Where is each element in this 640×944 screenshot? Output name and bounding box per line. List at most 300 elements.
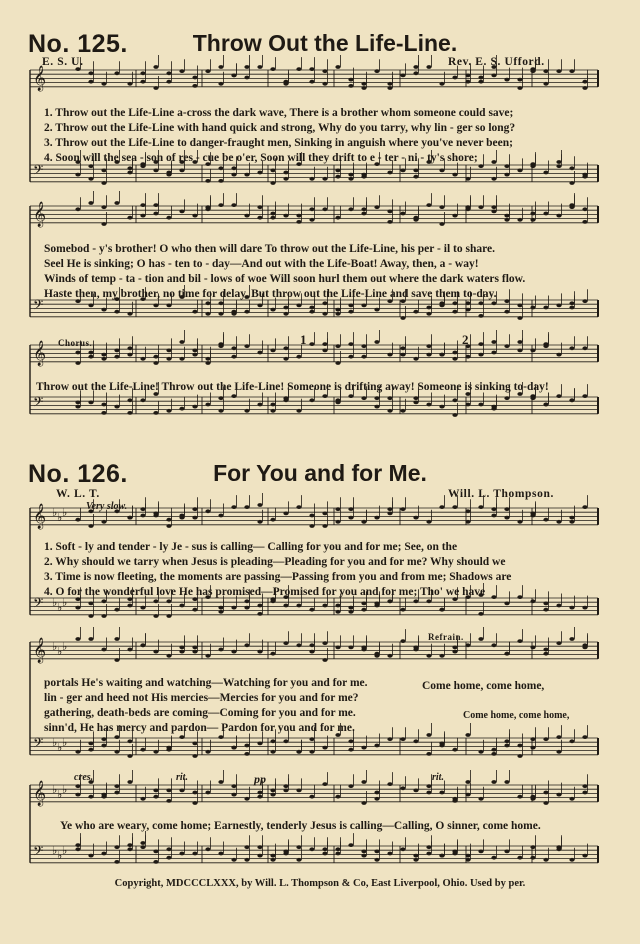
- note-head: [582, 606, 587, 610]
- note-head: [374, 205, 379, 209]
- note-head: [166, 357, 171, 361]
- note-head: [75, 847, 80, 851]
- note-head: [322, 641, 327, 645]
- note-head: [309, 847, 314, 851]
- verse-line: Winds of temp - ta - tion and bil - lows of woe Will soon hurl them out where the dark waters flow.: [44, 273, 526, 285]
- note-head: [543, 652, 548, 656]
- note-head: [244, 76, 249, 80]
- note-head: [413, 357, 418, 361]
- note-head: [101, 205, 106, 209]
- flat-icon: ♭: [57, 511, 63, 524]
- note-head: [140, 80, 145, 84]
- note-head: [127, 346, 132, 350]
- flat-icon: ♭: [52, 736, 58, 749]
- flat-icon: ♭: [57, 741, 63, 754]
- note-head: [413, 739, 418, 743]
- note-head: [309, 795, 314, 799]
- note-head: [426, 599, 431, 603]
- note-head: [257, 742, 262, 746]
- note-head: [127, 648, 132, 652]
- verse-line: 2. Throw out the Life-Line with hand quick and strong, Why do you tarry, why lin - ger so long?: [44, 122, 516, 134]
- note-head: [517, 744, 522, 748]
- note-head: [452, 173, 457, 177]
- note-head: [348, 507, 353, 511]
- note-head: [517, 639, 522, 643]
- note-head: [504, 310, 509, 314]
- note-head: [179, 735, 184, 739]
- note-head: [244, 505, 249, 509]
- note-head: [166, 524, 171, 528]
- note-head: [244, 409, 249, 413]
- note-head: [543, 171, 548, 175]
- note-head: [517, 169, 522, 173]
- verse-line: 3. Throw out the Life-Line to danger-fraught men, Sinking in anguish where you've never been;: [44, 137, 513, 149]
- note-head: [413, 169, 418, 173]
- note-head: [296, 214, 301, 218]
- note-head: [491, 160, 496, 164]
- note-head: [504, 652, 509, 656]
- note-head: [192, 84, 197, 88]
- note-head: [400, 212, 405, 216]
- note-head: [88, 201, 93, 205]
- note-head: [361, 355, 366, 359]
- note-head: [244, 310, 249, 314]
- note-head: [478, 797, 483, 801]
- note-head: [75, 361, 80, 365]
- note-head: [179, 407, 184, 411]
- tempo-marking: Very slow.: [86, 501, 128, 512]
- note-head: [439, 169, 444, 173]
- note-head: [387, 171, 392, 175]
- note-head: [504, 78, 509, 82]
- note-head: [413, 396, 418, 400]
- note-head: [88, 854, 93, 858]
- note-head: [569, 520, 574, 524]
- note-head: [127, 847, 132, 851]
- verse-line: 1. Throw out the Life-Line a-cross the dark wave, There is a brother whom someone could save;: [44, 107, 514, 119]
- note-head: [218, 166, 223, 170]
- note-head: [491, 210, 496, 214]
- note-head: [166, 71, 171, 75]
- note-head: [569, 858, 574, 862]
- note-head: [257, 351, 262, 355]
- note-head: [140, 203, 145, 207]
- note-head: [504, 739, 509, 743]
- note-head: [335, 401, 340, 405]
- note-head: [270, 793, 275, 797]
- note-head: [439, 744, 444, 748]
- note-head: [153, 860, 158, 864]
- note-head: [127, 216, 132, 220]
- note-head: [348, 355, 353, 359]
- note-head: [218, 610, 223, 614]
- verse-line: 1. Soft - ly and tender - ly Je - sus is calling— Calling for you and for me; See, on the: [44, 541, 458, 553]
- note-head: [244, 797, 249, 801]
- note-head: [361, 608, 366, 612]
- verse-line: 2. Why should we tarry when Jesus is pleading—Pleading for you and for me? Why should we: [44, 556, 506, 568]
- note-head: [101, 648, 106, 652]
- hymn-title: For You and for Me.: [213, 460, 427, 486]
- note-head: [478, 205, 483, 209]
- refrain-text: Come home, come home,: [422, 680, 545, 692]
- note-head: [322, 207, 327, 211]
- note-head: [75, 401, 80, 405]
- note-head: [413, 516, 418, 520]
- note-head: [75, 405, 80, 409]
- note-head: [504, 214, 509, 218]
- note-head: [101, 744, 106, 748]
- note-head: [231, 355, 236, 359]
- note-head: [218, 409, 223, 413]
- note-head: [179, 357, 184, 361]
- note-head: [127, 604, 132, 608]
- music-credit: Will. L. Thompson.: [448, 488, 554, 500]
- note-head: [205, 509, 210, 513]
- note-head: [387, 353, 392, 357]
- note-head: [439, 654, 444, 658]
- note-head: [517, 78, 522, 82]
- note-head: [335, 604, 340, 608]
- note-head: [322, 746, 327, 750]
- note-head: [361, 304, 366, 308]
- note-head: [283, 604, 288, 608]
- note-head: [569, 306, 574, 310]
- note-head: [309, 80, 314, 84]
- note-head: [452, 799, 457, 803]
- ritardando-marking: rit.: [176, 772, 188, 783]
- note-head: [257, 650, 262, 654]
- note-head: [322, 604, 327, 608]
- note-head: [413, 216, 418, 220]
- note-head: [140, 841, 145, 845]
- note-head: [439, 82, 444, 86]
- note-head: [335, 507, 340, 511]
- hymn-number: No. 126.: [28, 460, 128, 488]
- note-head: [517, 304, 522, 308]
- note-head: [218, 396, 223, 400]
- note-head: [530, 746, 535, 750]
- note-head: [88, 795, 93, 799]
- verse-line: 3. Time is now fleeting, the moments are passing—Passing from you and from me; Shadows are: [44, 571, 512, 583]
- note-head: [179, 646, 184, 650]
- note-head: [88, 177, 93, 181]
- note-head: [309, 524, 314, 528]
- note-head: [309, 342, 314, 346]
- note-head: [452, 413, 457, 417]
- note-head: [231, 203, 236, 207]
- bass-clef-icon: 𝄢: [33, 297, 44, 316]
- note-head: [88, 80, 93, 84]
- note-head: [491, 405, 496, 409]
- note-head: [179, 340, 184, 344]
- note-head: [166, 349, 171, 353]
- note-head: [374, 791, 379, 795]
- note-head: [166, 599, 171, 603]
- note-head: [140, 398, 145, 402]
- flat-icon: ♭: [52, 506, 58, 519]
- note-head: [322, 524, 327, 528]
- note-head: [361, 780, 366, 784]
- note-head: [101, 169, 106, 173]
- note-head: [101, 222, 106, 226]
- note-head: [166, 409, 171, 413]
- note-head: [478, 76, 483, 80]
- note-head: [426, 353, 431, 357]
- note-head: [75, 518, 80, 522]
- note-head: [491, 748, 496, 752]
- note-head: [465, 643, 470, 647]
- note-head: [400, 74, 405, 78]
- note-head: [270, 739, 275, 743]
- note-head: [452, 301, 457, 305]
- note-head: [296, 845, 301, 849]
- note-head: [166, 654, 171, 658]
- note-head: [218, 735, 223, 739]
- note-head: [192, 405, 197, 409]
- note-head: [179, 169, 184, 173]
- note-head: [270, 308, 275, 312]
- note-head: [257, 520, 262, 524]
- note-head: [127, 780, 132, 784]
- note-head: [530, 856, 535, 860]
- note-head: [283, 512, 288, 516]
- note-head: [166, 80, 171, 84]
- note-head: [296, 858, 301, 862]
- note-head: [504, 344, 509, 348]
- note-head: [257, 171, 262, 175]
- note-head: [192, 353, 197, 357]
- note-head: [88, 748, 93, 752]
- note-head: [569, 301, 574, 305]
- note-head: [543, 602, 548, 606]
- note-head: [166, 847, 171, 851]
- flat-icon: ♭: [62, 844, 68, 857]
- note-head: [556, 520, 561, 524]
- crescendo-marking: cres.: [74, 772, 94, 783]
- note-head: [231, 784, 236, 788]
- note-head: [101, 181, 106, 185]
- bass-clef-icon: 𝄢: [33, 394, 44, 413]
- note-head: [517, 349, 522, 353]
- note-head: [140, 164, 145, 168]
- note-head: [582, 791, 587, 795]
- note-head: [387, 654, 392, 658]
- note-head: [426, 784, 431, 788]
- note-head: [127, 398, 132, 402]
- final-line: Ye who are weary, come home; Earnestly, tenderly Jesus is calling—Calling, O sinner, come home.: [60, 820, 541, 832]
- note-head: [244, 643, 249, 647]
- note-head: [205, 654, 210, 658]
- note-head: [426, 403, 431, 407]
- flat-icon: ♭: [52, 596, 58, 609]
- note-head: [205, 357, 210, 361]
- note-head: [88, 401, 93, 405]
- note-head: [231, 793, 236, 797]
- note-head: [530, 212, 535, 216]
- note-head: [75, 351, 80, 355]
- note-head: [166, 856, 171, 860]
- note-head: [400, 353, 405, 357]
- note-head: [140, 357, 145, 361]
- note-head: [75, 207, 80, 211]
- note-head: [426, 733, 431, 737]
- note-head: [582, 854, 587, 858]
- note-head: [374, 308, 379, 312]
- note-head: [153, 361, 158, 365]
- note-head: [556, 164, 561, 168]
- note-head: [140, 214, 145, 218]
- note-head: [296, 750, 301, 754]
- note-head: [569, 637, 574, 641]
- note-head: [478, 314, 483, 318]
- note-head: [101, 411, 106, 415]
- note-head: [556, 394, 561, 398]
- note-head: [452, 748, 457, 752]
- note-head: [179, 852, 184, 856]
- note-head: [192, 76, 197, 80]
- note-head: [439, 222, 444, 226]
- note-head: [218, 179, 223, 183]
- note-head: [361, 646, 366, 650]
- note-head: [452, 505, 457, 509]
- note-head: [244, 744, 249, 748]
- note-head: [179, 516, 184, 520]
- note-head: [335, 852, 340, 856]
- note-head: [465, 205, 470, 209]
- treble-clef-icon: 𝄞: [33, 341, 47, 366]
- note-head: [179, 604, 184, 608]
- note-head: [127, 754, 132, 758]
- note-head: [88, 351, 93, 355]
- note-head: [140, 643, 145, 647]
- note-head: [387, 210, 392, 214]
- note-head: [361, 344, 366, 348]
- note-head: [348, 207, 353, 211]
- note-head: [413, 599, 418, 603]
- note-head: [205, 179, 210, 183]
- note-head: [478, 403, 483, 407]
- note-head: [517, 218, 522, 222]
- words-credit: E. S. U.: [42, 56, 84, 68]
- note-head: [582, 784, 587, 788]
- note-head: [166, 789, 171, 793]
- note-head: [231, 173, 236, 177]
- note-head: [426, 520, 431, 524]
- note-head: [426, 344, 431, 348]
- note-head: [192, 852, 197, 856]
- note-head: [439, 608, 444, 612]
- note-head: [309, 737, 314, 741]
- note-head: [530, 646, 535, 650]
- note-head: [569, 739, 574, 743]
- note-head: [322, 342, 327, 346]
- note-head: [517, 754, 522, 758]
- note-head: [309, 218, 314, 222]
- note-head: [439, 405, 444, 409]
- note-head: [231, 74, 236, 78]
- note-head: [478, 750, 483, 754]
- verse-line: Seel He is sinking; O has - ten to - day—And out with the Life-Boat! Away, then, a - way!: [44, 258, 479, 270]
- note-head: [335, 312, 340, 316]
- note-head: [543, 648, 548, 652]
- note-head: [322, 82, 327, 86]
- note-head: [231, 606, 236, 610]
- note-head: [231, 346, 236, 350]
- note-head: [465, 80, 470, 84]
- note-head: [322, 852, 327, 856]
- note-head: [114, 860, 119, 864]
- note-head: [114, 405, 119, 409]
- note-head: [374, 858, 379, 862]
- note-head: [465, 793, 470, 797]
- note-head: [465, 301, 470, 305]
- note-head: [348, 177, 353, 181]
- note-head: [348, 394, 353, 398]
- note-head: [244, 344, 249, 348]
- note-head: [244, 858, 249, 862]
- note-head: [101, 82, 106, 86]
- note-head: [543, 344, 548, 348]
- note-head: [348, 516, 353, 520]
- note-head: [582, 735, 587, 739]
- note-head: [400, 169, 405, 173]
- note-head: [478, 505, 483, 509]
- note-head: [283, 357, 288, 361]
- note-head: [504, 218, 509, 222]
- note-head: [400, 346, 405, 350]
- note-head: [426, 306, 431, 310]
- note-head: [569, 166, 574, 170]
- note-head: [569, 205, 574, 209]
- treble-clef-icon: 𝄞: [33, 504, 47, 529]
- note-head: [426, 203, 431, 207]
- note-head: [491, 595, 496, 599]
- note-head: [101, 357, 106, 361]
- note-head: [88, 71, 93, 75]
- note-head: [127, 843, 132, 847]
- note-head: [257, 503, 262, 507]
- note-head: [153, 304, 158, 308]
- note-head: [88, 602, 93, 606]
- copyright-notice: Copyright, MDCCCLXXX, by Will. L. Thompson & Co, East Liverpool, Ohio. Used by per.: [114, 878, 526, 889]
- note-head: [205, 205, 210, 209]
- note-head: [75, 784, 80, 788]
- note-head: [88, 742, 93, 746]
- note-head: [153, 795, 158, 799]
- flat-icon: ♭: [62, 506, 68, 519]
- note-head: [465, 780, 470, 784]
- note-head: [413, 789, 418, 793]
- note-head: [374, 850, 379, 854]
- note-head: [348, 748, 353, 752]
- note-head: [465, 520, 470, 524]
- note-head: [504, 744, 509, 748]
- note-head: [556, 845, 561, 849]
- note-head: [101, 852, 106, 856]
- note-head: [218, 514, 223, 518]
- bass-clef-icon: 𝄢: [33, 843, 44, 862]
- note-head: [283, 398, 288, 402]
- note-head: [283, 739, 288, 743]
- note-head: [114, 71, 119, 75]
- note-head: [335, 520, 340, 524]
- note-head: [140, 606, 145, 610]
- note-head: [205, 750, 210, 754]
- note-head: [517, 520, 522, 524]
- note-head: [400, 608, 405, 612]
- note-head: [348, 173, 353, 177]
- note-head: [283, 214, 288, 218]
